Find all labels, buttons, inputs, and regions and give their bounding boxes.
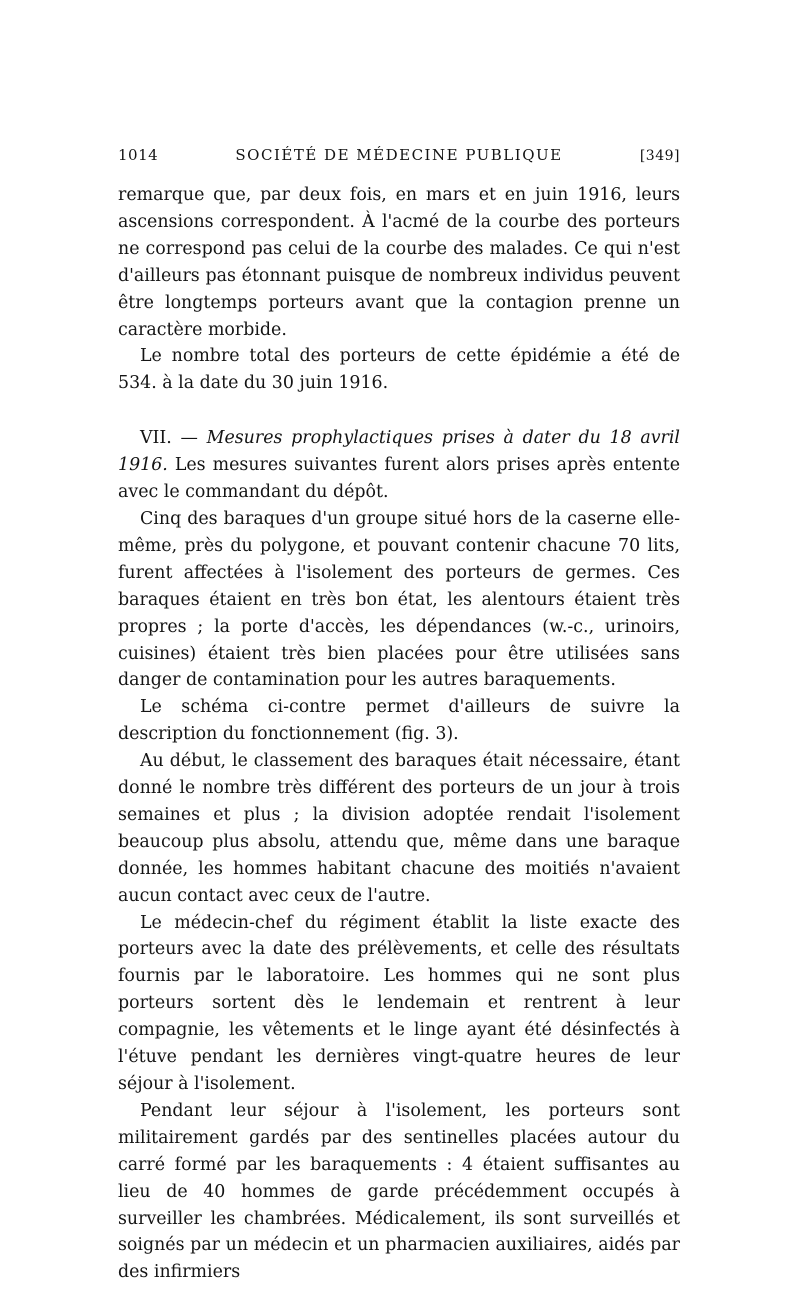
page-number: 1014 <box>118 146 159 164</box>
paragraph-continuation: remarque que, par deux fois, en mars et en juin 1916, leurs ascensions correspondent. À l'acmé de la courbe des porteurs ne correspond pas celui de la courbe des malades. Ce qui n'est d'ailleurs pas étonnant puisque de nombreux individus peuvent être longtemps porteurs avant que la contagion prenne un caractère morbide. <box>118 185 680 340</box>
paragraph-isolation-guard: Pendant leur séjour à l'isolement, les porteurs sont militairement gardés par des sentinelles placées autour du carré formé par les baraquements : 4 étaient suffisantes au lieu de 40 hommes de garde précédemment occupés à surveiller les chambrées. Médicalement, ils sont surveillés et soignés par un médecin et un pharmacien auxiliaires, aidés par des infirmiers <box>118 1100 680 1283</box>
paragraph-classification: Au début, le classement des baraques était nécessaire, étant donné le nombre très différent des porteurs de un jour à trois semaines et plus ; la division adoptée rendait l'isolement beaucoup plus absolu, attendu que, même dans une baraque donnée, les hommes habitant chacune des moitiés n'avaient aucun contact avec ceux de l'autre. <box>118 751 680 906</box>
paragraph-schema: Le schéma ci-contre permet d'ailleurs de suivre la description du fonctionnement (fig. 3). <box>118 697 680 745</box>
section-heading: Mesures prophylactiques prises à dater du 18 avril 1916. <box>118 428 680 476</box>
running-head <box>118 146 680 170</box>
section-number: VII. — <box>140 428 207 449</box>
section-spacer <box>118 397 680 425</box>
paragraph-total-carriers: Le nombre total des porteurs de cette épidémie a été de 534. à la date du 30 juin 1916. <box>118 346 680 394</box>
section-vii-paragraph <box>118 425 680 506</box>
journal-title: SOCIÉTÉ DE MÉDECINE PUBLIQUE <box>235 146 563 164</box>
reference-number: [349] <box>639 148 680 164</box>
paragraph-barracks: Cinq des baraques d'un groupe situé hors de la caserne elle-même, près du polygone, et pouvant contenir chacune 70 lits, furent affectées à l'isolement des porteurs de germes. Ces baraques étaient en très bon état, les alentours étaient très propres ; la porte d'accès, les dépendances (w.-c., urinoirs, cuisines) étaient très bien placées pour être utilisées sans danger de contamination pour les autres baraquements. <box>118 508 680 691</box>
section-intro-text: Les mesures suivantes furent alors prises après entente avec le commandant du dépôt. <box>118 455 680 503</box>
body-text <box>118 182 680 1286</box>
paragraph-chief-physician: Le médecin-chef du régiment établit la liste exacte des porteurs avec la date des prélèvements, et celle des résultats fournis par le laboratoire. Les hommes qui ne sont plus porteurs sortent dès le lendemain et rentrent à leur compagnie, les vêtements et le linge ayant été désinfectés à l'étuve pendant les dernières vingt-quatre heures de leur séjour à l'isolement. <box>118 912 680 1094</box>
